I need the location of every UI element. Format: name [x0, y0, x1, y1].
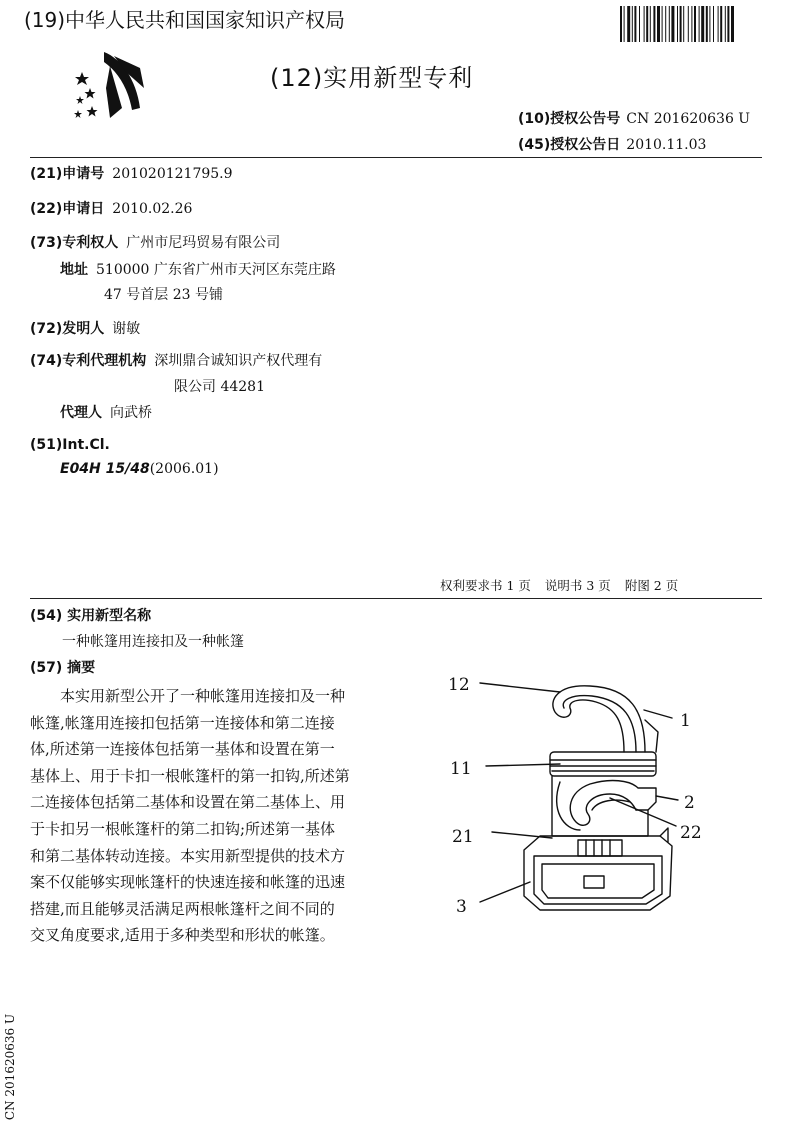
abstract-line: 于卡扣另一根帐篷杆的第二扣钩;所述第一基体: [30, 819, 336, 838]
agent-row: [60, 402, 152, 422]
agency-label: (74)专利代理机构: [30, 353, 147, 369]
label-1: 1: [680, 711, 691, 731]
app-number-row: [30, 163, 233, 183]
patentee: 广州市尼玛贸易有限公司: [126, 235, 281, 251]
office-name: (19)中华人民共和国国家知识产权局: [24, 8, 346, 32]
int-cl-entry: [60, 461, 219, 477]
claims-pages: 权利要求书 1 页: [440, 578, 531, 593]
description-pages: 说明书 3 页: [544, 578, 611, 593]
agency-row: [30, 350, 322, 370]
pub-date: 2010.11.03: [626, 137, 707, 153]
abstract-label-row: [30, 657, 95, 677]
filing-date-label: (22)申请日: [30, 201, 105, 217]
label-12: 12: [448, 675, 470, 695]
pub-number-row: [518, 108, 750, 128]
title-label: (54) 实用新型名称: [30, 608, 152, 624]
pub-number-label: (10)授权公告号: [518, 111, 621, 127]
patentee-row: [30, 232, 280, 252]
abstract-label: (57) 摘要: [30, 660, 96, 676]
drawings-pages: 附图 2 页: [624, 578, 679, 593]
label-11: 11: [450, 759, 472, 779]
inventor-row: [30, 318, 140, 338]
inventor-label: (72)发明人: [30, 321, 105, 337]
side-publication-id: CN 201620636 U: [3, 1013, 17, 1121]
cnipa-logo: [70, 48, 148, 126]
int-cl-row: [30, 437, 110, 453]
patent-type: (12)实用新型专利: [270, 64, 474, 92]
abstract-line: 基体上、用于卡扣一根帐篷杆的第一扣钩,所述第: [30, 766, 350, 785]
page-counts: [440, 576, 692, 594]
abstract-line: 体,所述第一连接体包括第一基体和设置在第一: [30, 740, 335, 759]
pages-divider: [30, 598, 762, 599]
filing-date-row: [30, 198, 192, 218]
agent: 向武桥: [110, 405, 152, 421]
int-cl-code: E04H 15/48: [60, 461, 150, 477]
pub-number: CN 201620636 U: [626, 111, 751, 127]
abstract-text: [30, 683, 392, 949]
label-21: 21: [452, 827, 474, 847]
int-cl-label: (51)Int.Cl.: [30, 437, 110, 453]
abstract-line: 本实用新型公开了一种帐篷用连接扣及一种: [30, 687, 346, 705]
abstract-line: 和第二基体转动连接。本实用新型提供的技术方: [30, 846, 346, 865]
title-label-row: [30, 605, 151, 625]
agency-line1: 深圳鼎合诚知识产权代理有: [154, 353, 323, 369]
abstract-line: 交叉角度要求,适用于多种类型和形状的帐篷。: [30, 926, 335, 945]
label-22: 22: [680, 823, 702, 843]
abstract-line: 案不仅能够实现帐篷杆的快速连接和帐篷的迅速: [30, 873, 346, 892]
label-2: 2: [684, 793, 695, 813]
app-number-label: (21)申请号: [30, 166, 105, 182]
inventor: 谢敏: [112, 321, 141, 337]
agency-line2: 限公司 44281: [174, 379, 265, 395]
app-number: 201020121795.9: [112, 166, 233, 182]
pub-date-label: (45)授权公告日: [518, 137, 621, 153]
abstract-line: 帐篷,帐篷用连接扣包括第一连接体和第二连接: [30, 713, 335, 732]
abstract-line: 搭建,而且能够灵活满足两根帐篷杆之间不同的: [30, 899, 335, 918]
utility-model-title: 一种帐篷用连接扣及一种帐篷: [62, 634, 244, 650]
header-divider: [30, 157, 762, 158]
filing-date: 2010.02.26: [112, 201, 193, 217]
label-3: 3: [456, 897, 467, 917]
agent-label: 代理人: [60, 405, 102, 421]
address-line1: 510000 广东省广州市天河区东莞庄路: [96, 262, 336, 278]
int-cl-version: (2006.01): [149, 461, 219, 477]
barcode: [620, 6, 763, 42]
pub-date-row: [518, 134, 706, 154]
abstract-line: 二连接体包括第二基体和设置在第二基体上、用: [30, 793, 346, 812]
address-label: 地址: [60, 262, 88, 278]
connector-drawing: [440, 660, 740, 930]
patentee-label: (73)专利权人: [30, 235, 119, 251]
address-row: [60, 259, 336, 279]
address-line2: 47 号首层 23 号铺: [104, 287, 223, 303]
